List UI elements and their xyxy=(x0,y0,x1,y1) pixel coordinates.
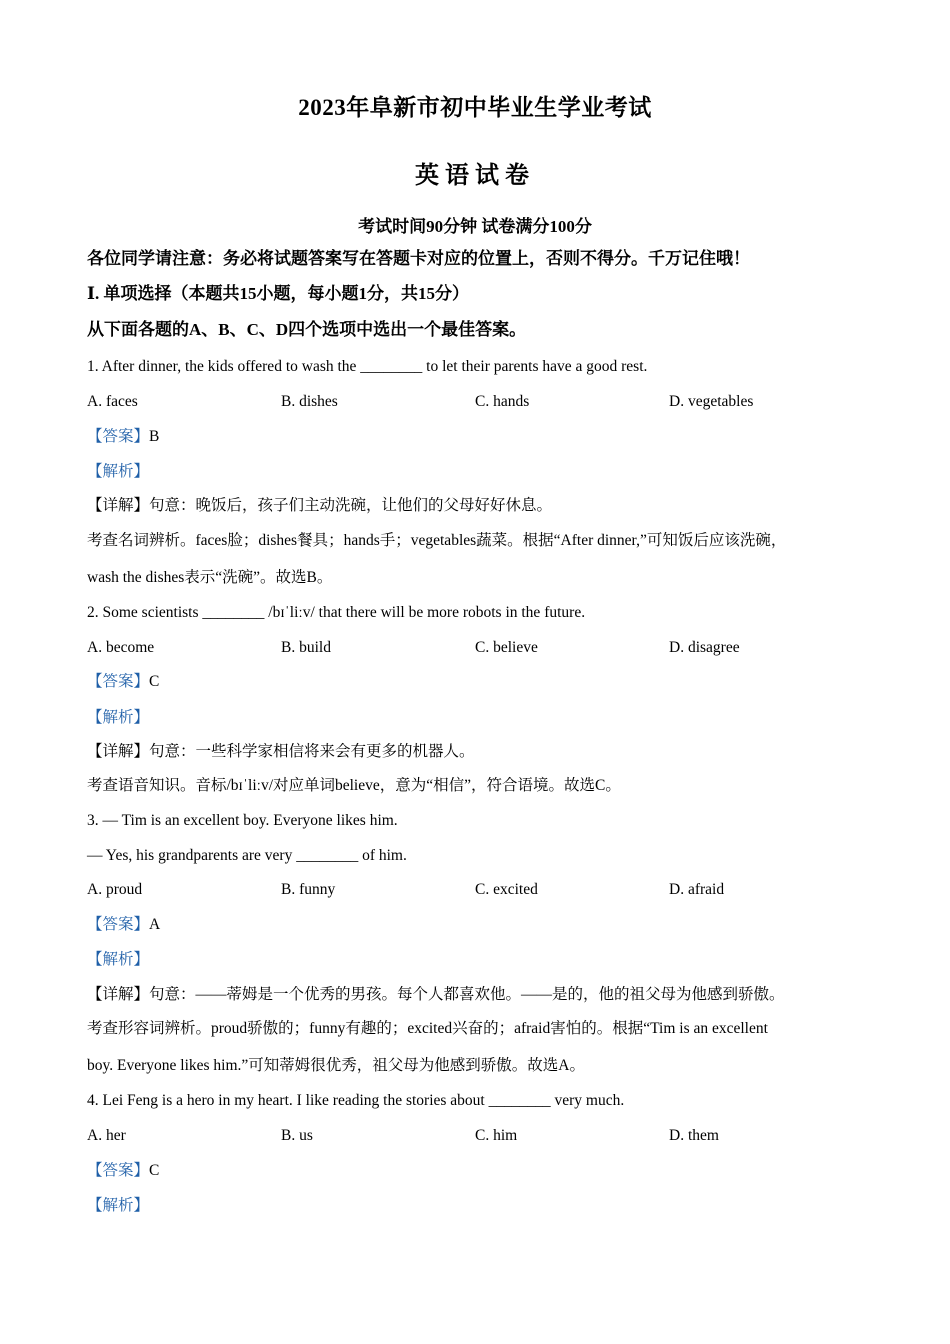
analysis-label: 【解析】 xyxy=(87,1197,150,1214)
page-title: 2023年阜新市初中毕业生学业考试 xyxy=(298,95,652,120)
analysis-label: 【解析】 xyxy=(87,709,150,726)
answer-label: 【答案】 xyxy=(87,916,150,933)
question-3-options xyxy=(87,880,867,900)
question-2-options xyxy=(87,638,867,658)
section-title: Ⅰ. 单项选择（本题共15小题，每小题1分，共15分） xyxy=(87,284,469,303)
question-1-analysis xyxy=(87,462,149,482)
option-c: C. believe xyxy=(475,639,538,656)
option-d: D. them xyxy=(669,1127,719,1144)
page-subtitle: 英语试卷 xyxy=(415,163,535,189)
question-3-explanation-line-1: 考查形容词辨析。proud骄傲的；funny有趣的；excited兴奋的；afraid害怕的。根据“Tim is an excellent xyxy=(87,1020,768,1037)
option-a: A. proud xyxy=(87,881,143,898)
notice-text: 各位同学请注意：务必将试题答案写在答题卡对应的位置上，否则不得分。千万记住哦！ xyxy=(87,249,750,268)
question-4-answer xyxy=(87,1161,159,1181)
question-2-detail xyxy=(87,742,475,762)
answer-value: C xyxy=(149,673,160,690)
option-c: C. excited xyxy=(475,881,538,898)
answer-label: 【答案】 xyxy=(87,428,150,445)
option-d: D. afraid xyxy=(669,881,725,898)
option-d: D. disagree xyxy=(669,639,740,656)
question-1-detail xyxy=(87,496,552,516)
question-4-analysis xyxy=(87,1196,149,1216)
question-2-explanation-line-1: 考查语音知识。音标/bɪˈliːv/对应单词believe，意为“相信”，符合语境。故选C。 xyxy=(87,777,621,794)
option-b: B. dishes xyxy=(281,393,338,410)
question-3-answer xyxy=(87,915,160,935)
question-1-explanation-line-1: 考查名词辨析。faces脸；dishes餐具；hands手；vegetables蔬菜。根据“After dinner,”可知饭后应该洗碗， xyxy=(87,532,787,549)
analysis-label: 【解析】 xyxy=(87,951,150,968)
question-2-stem: 2. Some scientists ________ /bɪˈliːv/ that there will be more robots in the future. xyxy=(87,604,586,621)
option-a: A. faces xyxy=(87,393,138,410)
analysis-label: 【解析】 xyxy=(87,463,150,480)
answer-value: B xyxy=(149,428,160,445)
question-1-options xyxy=(87,392,867,412)
detail-label: 【详解】 xyxy=(87,986,150,1003)
answer-value: A xyxy=(149,916,161,933)
option-b: B. us xyxy=(281,1127,313,1144)
detail-text: 句意：晚饭后，孩子们主动洗碗，让他们的父母好好休息。 xyxy=(149,497,553,514)
question-3-stem-reply: — Yes, his grandparents are very ________ of him. xyxy=(87,847,407,864)
option-d: D. vegetables xyxy=(669,393,754,410)
question-1-explanation-line-2: wash the dishes表示“洗碗”。故选B。 xyxy=(87,569,333,586)
answer-label: 【答案】 xyxy=(87,1162,150,1179)
question-3-explanation-line-2: boy. Everyone likes him.”可知蒂姆很优秀，祖父母为他感到骄傲。故选A。 xyxy=(87,1057,585,1074)
question-3-stem: 3. — Tim is an excellent boy. Everyone likes him. xyxy=(87,812,398,829)
question-2-answer xyxy=(87,672,159,692)
detail-text: 句意：——蒂姆是一个优秀的男孩。每个人都喜欢他。——是的，他的祖父母为他感到骄傲。 xyxy=(149,986,785,1003)
question-3-analysis xyxy=(87,950,149,970)
question-2-analysis xyxy=(87,708,149,728)
option-b: B. funny xyxy=(281,881,336,898)
option-c: C. him xyxy=(475,1127,518,1144)
answer-value: C xyxy=(149,1162,160,1179)
question-1-answer xyxy=(87,427,159,447)
option-a: A. her xyxy=(87,1127,126,1144)
detail-label: 【详解】 xyxy=(87,497,150,514)
answer-label: 【答案】 xyxy=(87,673,150,690)
detail-text: 句意：一些科学家相信将来会有更多的机器人。 xyxy=(149,743,475,760)
exam-info: 考试时间90分钟 试卷满分100分 xyxy=(358,217,592,236)
question-1-stem: 1. After dinner, the kids offered to wash the ________ to let their parents have a good rest. xyxy=(87,358,648,375)
question-3-detail xyxy=(87,985,785,1005)
question-4-stem: 4. Lei Feng is a hero in my heart. I like reading the stories about ________ very much. xyxy=(87,1092,625,1109)
option-c: C. hands xyxy=(475,393,530,410)
question-4-options xyxy=(87,1126,867,1146)
detail-label: 【详解】 xyxy=(87,743,150,760)
section-instruction: 从下面各题的A、B、C、D四个选项中选出一个最佳答案。 xyxy=(87,320,527,339)
option-a: A. become xyxy=(87,639,155,656)
option-b: B. build xyxy=(281,639,331,656)
